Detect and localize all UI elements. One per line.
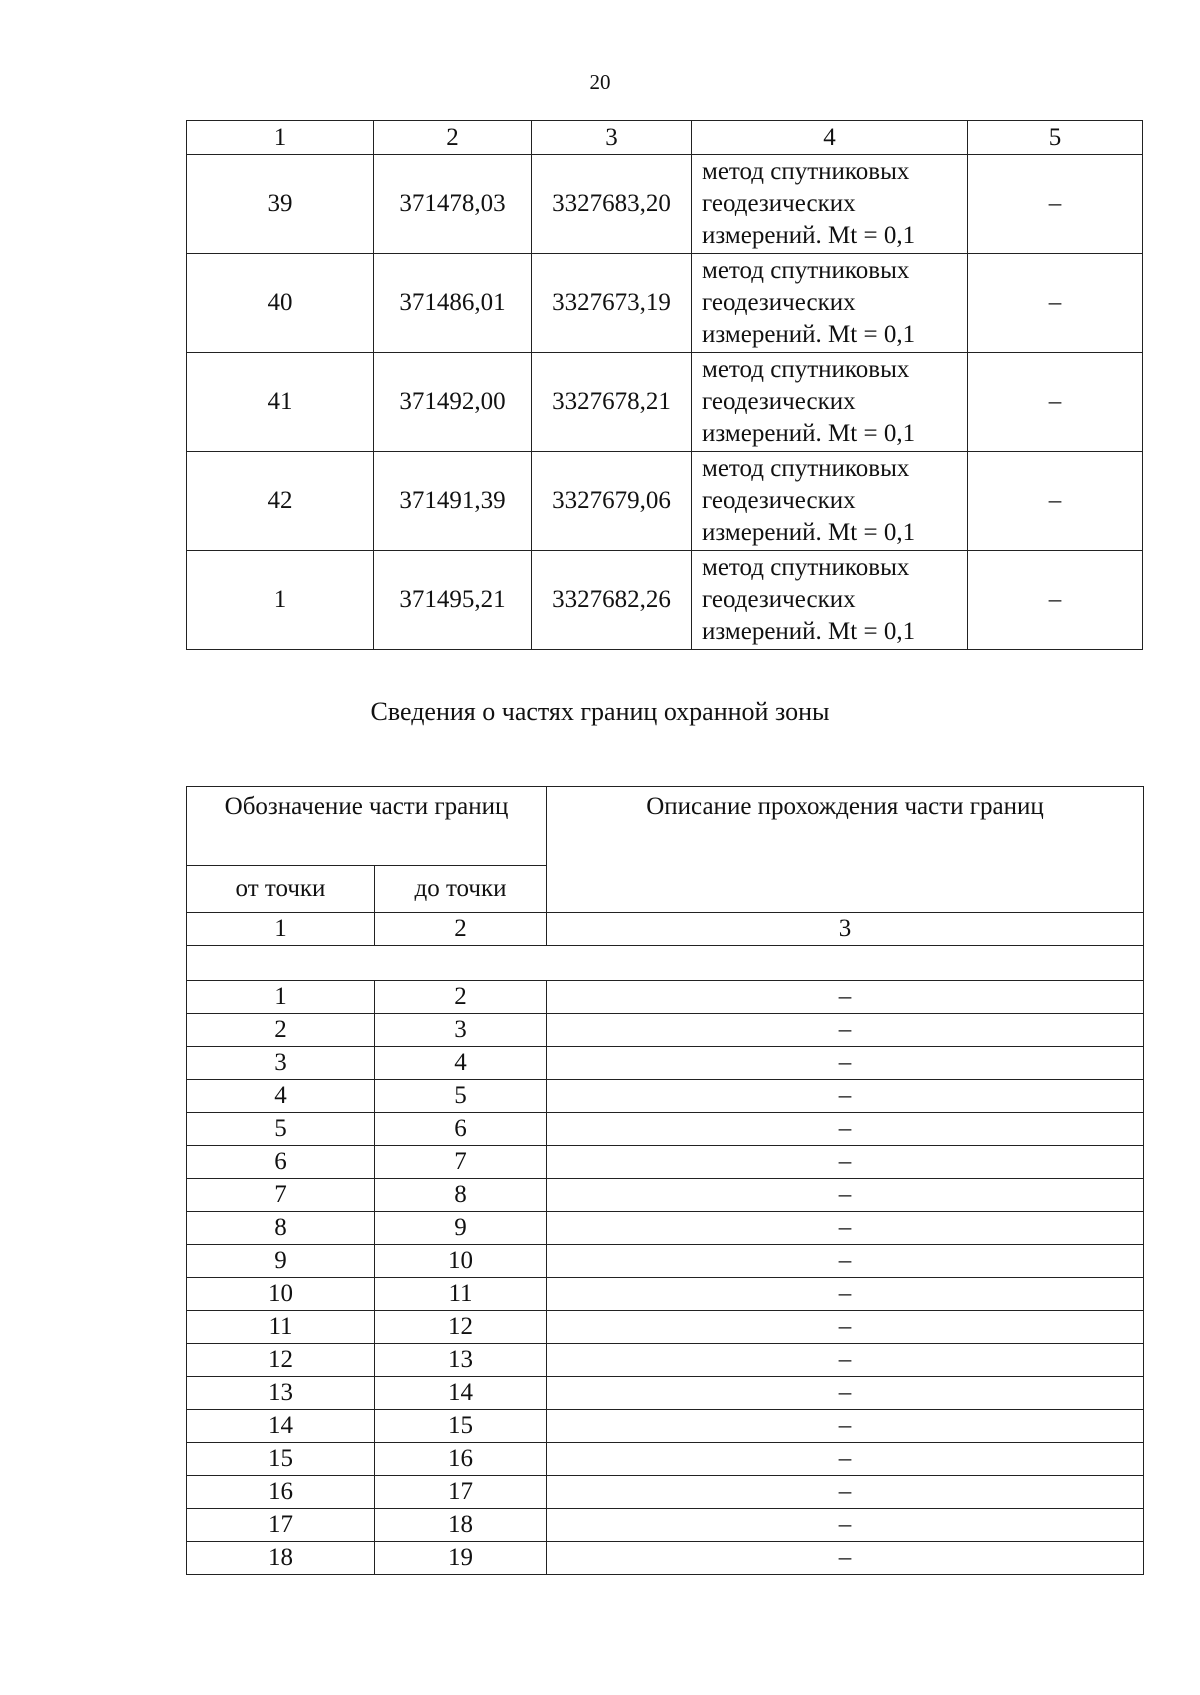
description-cell: –: [547, 1212, 1144, 1245]
method-line: метод спутниковых: [702, 257, 910, 284]
table-row: [187, 1080, 1144, 1113]
description-cell: –: [547, 1509, 1144, 1542]
to-point: 7: [375, 1146, 547, 1179]
note-cell: –: [968, 353, 1143, 452]
description-cell: –: [547, 1245, 1144, 1278]
description-cell: –: [547, 1443, 1144, 1476]
table-row: [187, 1245, 1144, 1278]
method-line: измерений. Mt = 0,1: [702, 321, 916, 348]
method-cell: [692, 452, 968, 551]
from-point: 5: [187, 1113, 375, 1146]
from-point: 13: [187, 1377, 375, 1410]
from-point: 3: [187, 1047, 375, 1080]
point-number: 42: [187, 452, 374, 551]
parts-header-row: [187, 787, 1144, 866]
from-point: 11: [187, 1311, 375, 1344]
note-cell: –: [968, 254, 1143, 353]
description-cell: –: [547, 1047, 1144, 1080]
to-point: 6: [375, 1113, 547, 1146]
table-row: [187, 1113, 1144, 1146]
to-point: 19: [375, 1542, 547, 1575]
from-point: 8: [187, 1212, 375, 1245]
method-line: метод спутниковых: [702, 158, 910, 185]
to-point: 5: [375, 1080, 547, 1113]
blank-row: [187, 946, 1144, 981]
description-cell: –: [547, 1542, 1144, 1575]
description-cell: –: [547, 1278, 1144, 1311]
from-point: 14: [187, 1410, 375, 1443]
to-point: 15: [375, 1410, 547, 1443]
from-point: 18: [187, 1542, 375, 1575]
from-point: 1: [187, 981, 375, 1014]
method-cell: [692, 353, 968, 452]
method-line: геодезических: [702, 190, 856, 217]
y-coordinate: 3327678,21: [532, 353, 692, 452]
table-row: [187, 1344, 1144, 1377]
table-row: [187, 1278, 1144, 1311]
y-coordinate: 3327679,06: [532, 452, 692, 551]
point-number: 40: [187, 254, 374, 353]
from-point: 2: [187, 1014, 375, 1047]
description-cell: –: [547, 981, 1144, 1014]
to-point: 2: [375, 981, 547, 1014]
method-cell: [692, 551, 968, 650]
column-number: 5: [968, 121, 1143, 155]
column-number: 3: [532, 121, 692, 155]
coordinate-row: [187, 254, 1143, 353]
method-cell: [692, 155, 968, 254]
point-number: 1: [187, 551, 374, 650]
from-point: 15: [187, 1443, 375, 1476]
column-number: 2: [374, 121, 532, 155]
description-cell: –: [547, 1113, 1144, 1146]
to-point: 3: [375, 1014, 547, 1047]
from-point: 17: [187, 1509, 375, 1542]
to-point: 8: [375, 1179, 547, 1212]
table-row: [187, 1146, 1144, 1179]
to-point: 14: [375, 1377, 547, 1410]
table-row: [187, 1014, 1144, 1047]
table-row: [187, 1311, 1144, 1344]
to-point: 17: [375, 1476, 547, 1509]
from-point: 12: [187, 1344, 375, 1377]
to-point: 4: [375, 1047, 547, 1080]
method-line: измерений. Mt = 0,1: [702, 420, 916, 447]
description-cell: –: [547, 1080, 1144, 1113]
designation-header: Обозначение части границ: [187, 787, 547, 866]
method-line: измерений. Mt = 0,1: [702, 222, 916, 249]
coordinate-row: [187, 353, 1143, 452]
table-row: [187, 1509, 1144, 1542]
description-header: Описание прохождения части границ: [547, 787, 1144, 913]
table-row: [187, 1212, 1144, 1245]
description-cell: –: [547, 1146, 1144, 1179]
table-row: [187, 1410, 1144, 1443]
method-cell: [692, 254, 968, 353]
description-cell: –: [547, 1410, 1144, 1443]
table-row: [187, 1542, 1144, 1575]
table-row: [187, 1179, 1144, 1212]
method-line: геодезических: [702, 487, 856, 514]
section-title: Сведения о частях границ охранной зоны: [370, 697, 830, 726]
to-point-header: до точки: [375, 866, 547, 913]
page-number: 20: [589, 70, 611, 94]
column-number: 1: [187, 121, 374, 155]
to-point: 16: [375, 1443, 547, 1476]
description-cell: –: [547, 1377, 1144, 1410]
y-coordinate: 3327683,20: [532, 155, 692, 254]
boundary-parts-table: [186, 786, 1144, 1575]
from-point: 7: [187, 1179, 375, 1212]
to-point: 9: [375, 1212, 547, 1245]
table-row: [187, 981, 1144, 1014]
from-point: 6: [187, 1146, 375, 1179]
method-line: метод спутниковых: [702, 455, 910, 482]
column-number: 2: [375, 913, 547, 946]
coordinates-header-row: [187, 121, 1143, 155]
from-point: 4: [187, 1080, 375, 1113]
method-line: измерений. Mt = 0,1: [702, 519, 916, 546]
coordinate-row: [187, 551, 1143, 650]
x-coordinate: 371491,39: [374, 452, 532, 551]
table-row: [187, 1377, 1144, 1410]
from-point: 10: [187, 1278, 375, 1311]
description-cell: –: [547, 1179, 1144, 1212]
column-number: 1: [187, 913, 375, 946]
y-coordinate: 3327682,26: [532, 551, 692, 650]
description-cell: –: [547, 1344, 1144, 1377]
method-line: метод спутниковых: [702, 554, 910, 581]
from-point-header: от точки: [187, 866, 375, 913]
method-line: геодезических: [702, 388, 856, 415]
table-row: [187, 1443, 1144, 1476]
point-number: 39: [187, 155, 374, 254]
coordinate-row: [187, 452, 1143, 551]
note-cell: –: [968, 155, 1143, 254]
y-coordinate: 3327673,19: [532, 254, 692, 353]
x-coordinate: 371478,03: [374, 155, 532, 254]
column-number: 4: [692, 121, 968, 155]
x-coordinate: 371492,00: [374, 353, 532, 452]
table-row: [187, 1476, 1144, 1509]
to-point: 13: [375, 1344, 547, 1377]
method-line: измерений. Mt = 0,1: [702, 618, 916, 645]
from-point: 9: [187, 1245, 375, 1278]
method-line: метод спутниковых: [702, 356, 910, 383]
note-cell: –: [968, 452, 1143, 551]
coordinate-row: [187, 155, 1143, 254]
table-row: [187, 1047, 1144, 1080]
description-cell: –: [547, 1476, 1144, 1509]
coordinates-table: [186, 120, 1143, 650]
blank-cell: [187, 946, 1144, 981]
to-point: 10: [375, 1245, 547, 1278]
from-point: 16: [187, 1476, 375, 1509]
to-point: 11: [375, 1278, 547, 1311]
column-number: 3: [547, 913, 1144, 946]
description-cell: –: [547, 1014, 1144, 1047]
parts-column-numbers-row: [187, 913, 1144, 946]
description-cell: –: [547, 1311, 1144, 1344]
x-coordinate: 371495,21: [374, 551, 532, 650]
to-point: 12: [375, 1311, 547, 1344]
method-line: геодезических: [702, 289, 856, 316]
point-number: 41: [187, 353, 374, 452]
method-line: геодезических: [702, 586, 856, 613]
x-coordinate: 371486,01: [374, 254, 532, 353]
note-cell: –: [968, 551, 1143, 650]
to-point: 18: [375, 1509, 547, 1542]
